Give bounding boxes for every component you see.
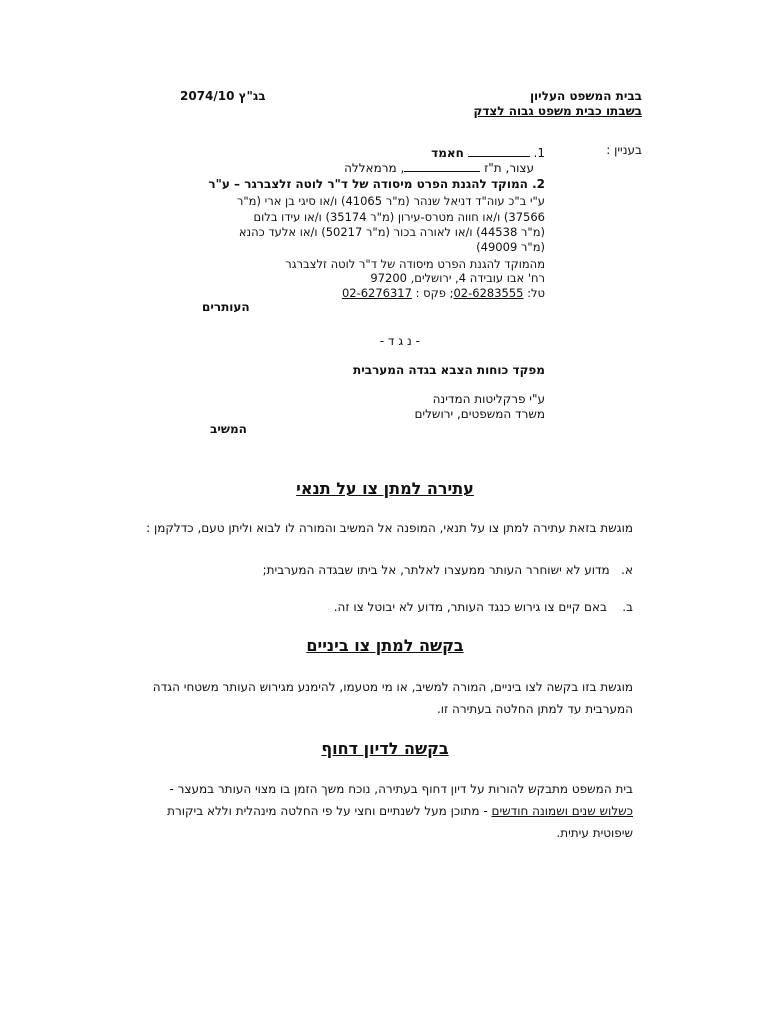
section1-intro: מוגשת בזאת עתירה למתן צו על תנאי, המופנה אל המשיב והמורה לו לבוא וליתן טעם, כדלקמן :	[146, 521, 633, 535]
petitioner-1-id-line	[344, 161, 534, 175]
section2-line-2: המערבית עד למתן החלטה בעתירה זו.	[436, 702, 633, 716]
respondent-name: מפקד כוחות הצבא בגדה המערבית	[353, 363, 545, 377]
petitioner-2-index: 2.	[532, 177, 545, 191]
section3-heading: בקשה לדיון דחוף	[321, 739, 449, 758]
petitioners-label: העותרים	[202, 300, 250, 314]
section1-heading: עתירה למתן צו על תנאי	[296, 479, 474, 498]
in-the-matter-label: בעניין :	[606, 143, 642, 157]
tel-label: טל:	[527, 286, 545, 300]
section2-line-1: מוגשת בזו בקשה לצו ביניים, המורה למשיב, או מי מטעמו, להימנע מגירוש העותר משטחי הגדה	[152, 680, 633, 694]
counsel-line-3: (מ"ר 44538) ו/או לאורה בכור (מ"ר 50217) ו/או אלעד כהנא	[238, 225, 545, 239]
item-b-marker: ב.	[622, 600, 633, 614]
address-line-2: רח' אבו עובידה 4, ירושלים, 97200	[370, 271, 545, 285]
petitioner-2	[208, 177, 545, 191]
section1-item-a	[263, 563, 633, 577]
fax-label: ; פקס :	[415, 286, 454, 300]
petitioner-1-location: , מרמאללה	[344, 161, 405, 175]
petitioner-1-id-blank	[404, 161, 480, 172]
court-name: בבית המשפט העליון	[529, 89, 642, 103]
counsel-line-2: 37566) ו/או חווה מטרס-עירון (מ"ר 35174) ו/או עידו בלום	[253, 210, 545, 224]
tel-number: 02-6283555	[453, 286, 524, 300]
respondent-line-1: ע"י פרקליטות המדינה	[432, 392, 545, 406]
petitioner-1-id-label: עצור, ת"ז	[484, 161, 534, 175]
petitioner-1-index: 1.	[533, 146, 545, 160]
section3-line-1: בית המשפט מתבקש להורות על דיון דחוף בעתירה, נוכח משך הזמן בו מצוי העותר במעצר -	[169, 782, 633, 796]
address-line-1: מהמוקד להגנת הפרט מיסודה של ד"ר לוטה זלצברגר	[285, 257, 545, 271]
court-sitting-as: בשבתו כבית משפט גבוה לצדק	[473, 104, 642, 118]
section3-line-3: שיפוטית עיתית.	[556, 826, 633, 840]
detention-duration: כשלוש שנים ושמונה חודשים	[491, 804, 633, 818]
petitioner-1-name: חאמד	[431, 146, 464, 160]
case-number: בג"ץ 2074/10	[180, 89, 266, 103]
petitioner-1-name-blank	[468, 146, 530, 157]
versus: - נ ג ד -	[379, 334, 420, 348]
respondent-label: המשיב	[210, 422, 247, 436]
section1-item-b	[334, 600, 633, 614]
section2-heading: בקשה למתן צו ביניים	[306, 636, 464, 655]
respondent-line-2: משרד המשפטים, ירושלים	[414, 407, 545, 421]
counsel-line-4: (מ"ר 49009)	[476, 240, 545, 254]
section3-line-2-rest: - מתוכן מעל לשנתיים וחצי על פי החלטה מינהלית וללא ביקורת	[167, 804, 492, 818]
petitioner-1	[431, 146, 545, 160]
contact-line	[342, 286, 545, 300]
fax-number: 02-6276317	[341, 286, 412, 300]
petitioner-2-name: המוקד להגנת הפרט מיסודה של ד"ר לוטה זלצברגר – ע"ר	[208, 177, 528, 191]
section3-line-2	[167, 804, 633, 818]
item-a-text: מדוע לא ישוחרר העותר ממעצרו לאלתר, אל ביתו שבגדה המערבית;	[262, 563, 610, 577]
counsel-line-1: ע"י ב"כ עוה"ד דניאל שנהר (מ"ר 41065) ו/או סיגי בן ארי (מ"ר	[236, 194, 545, 208]
item-b-text: באם קיים צו גירוש כנגד העותר, מדוע לא יבוטל צו זה.	[333, 600, 607, 614]
item-a-marker: א.	[621, 563, 633, 577]
